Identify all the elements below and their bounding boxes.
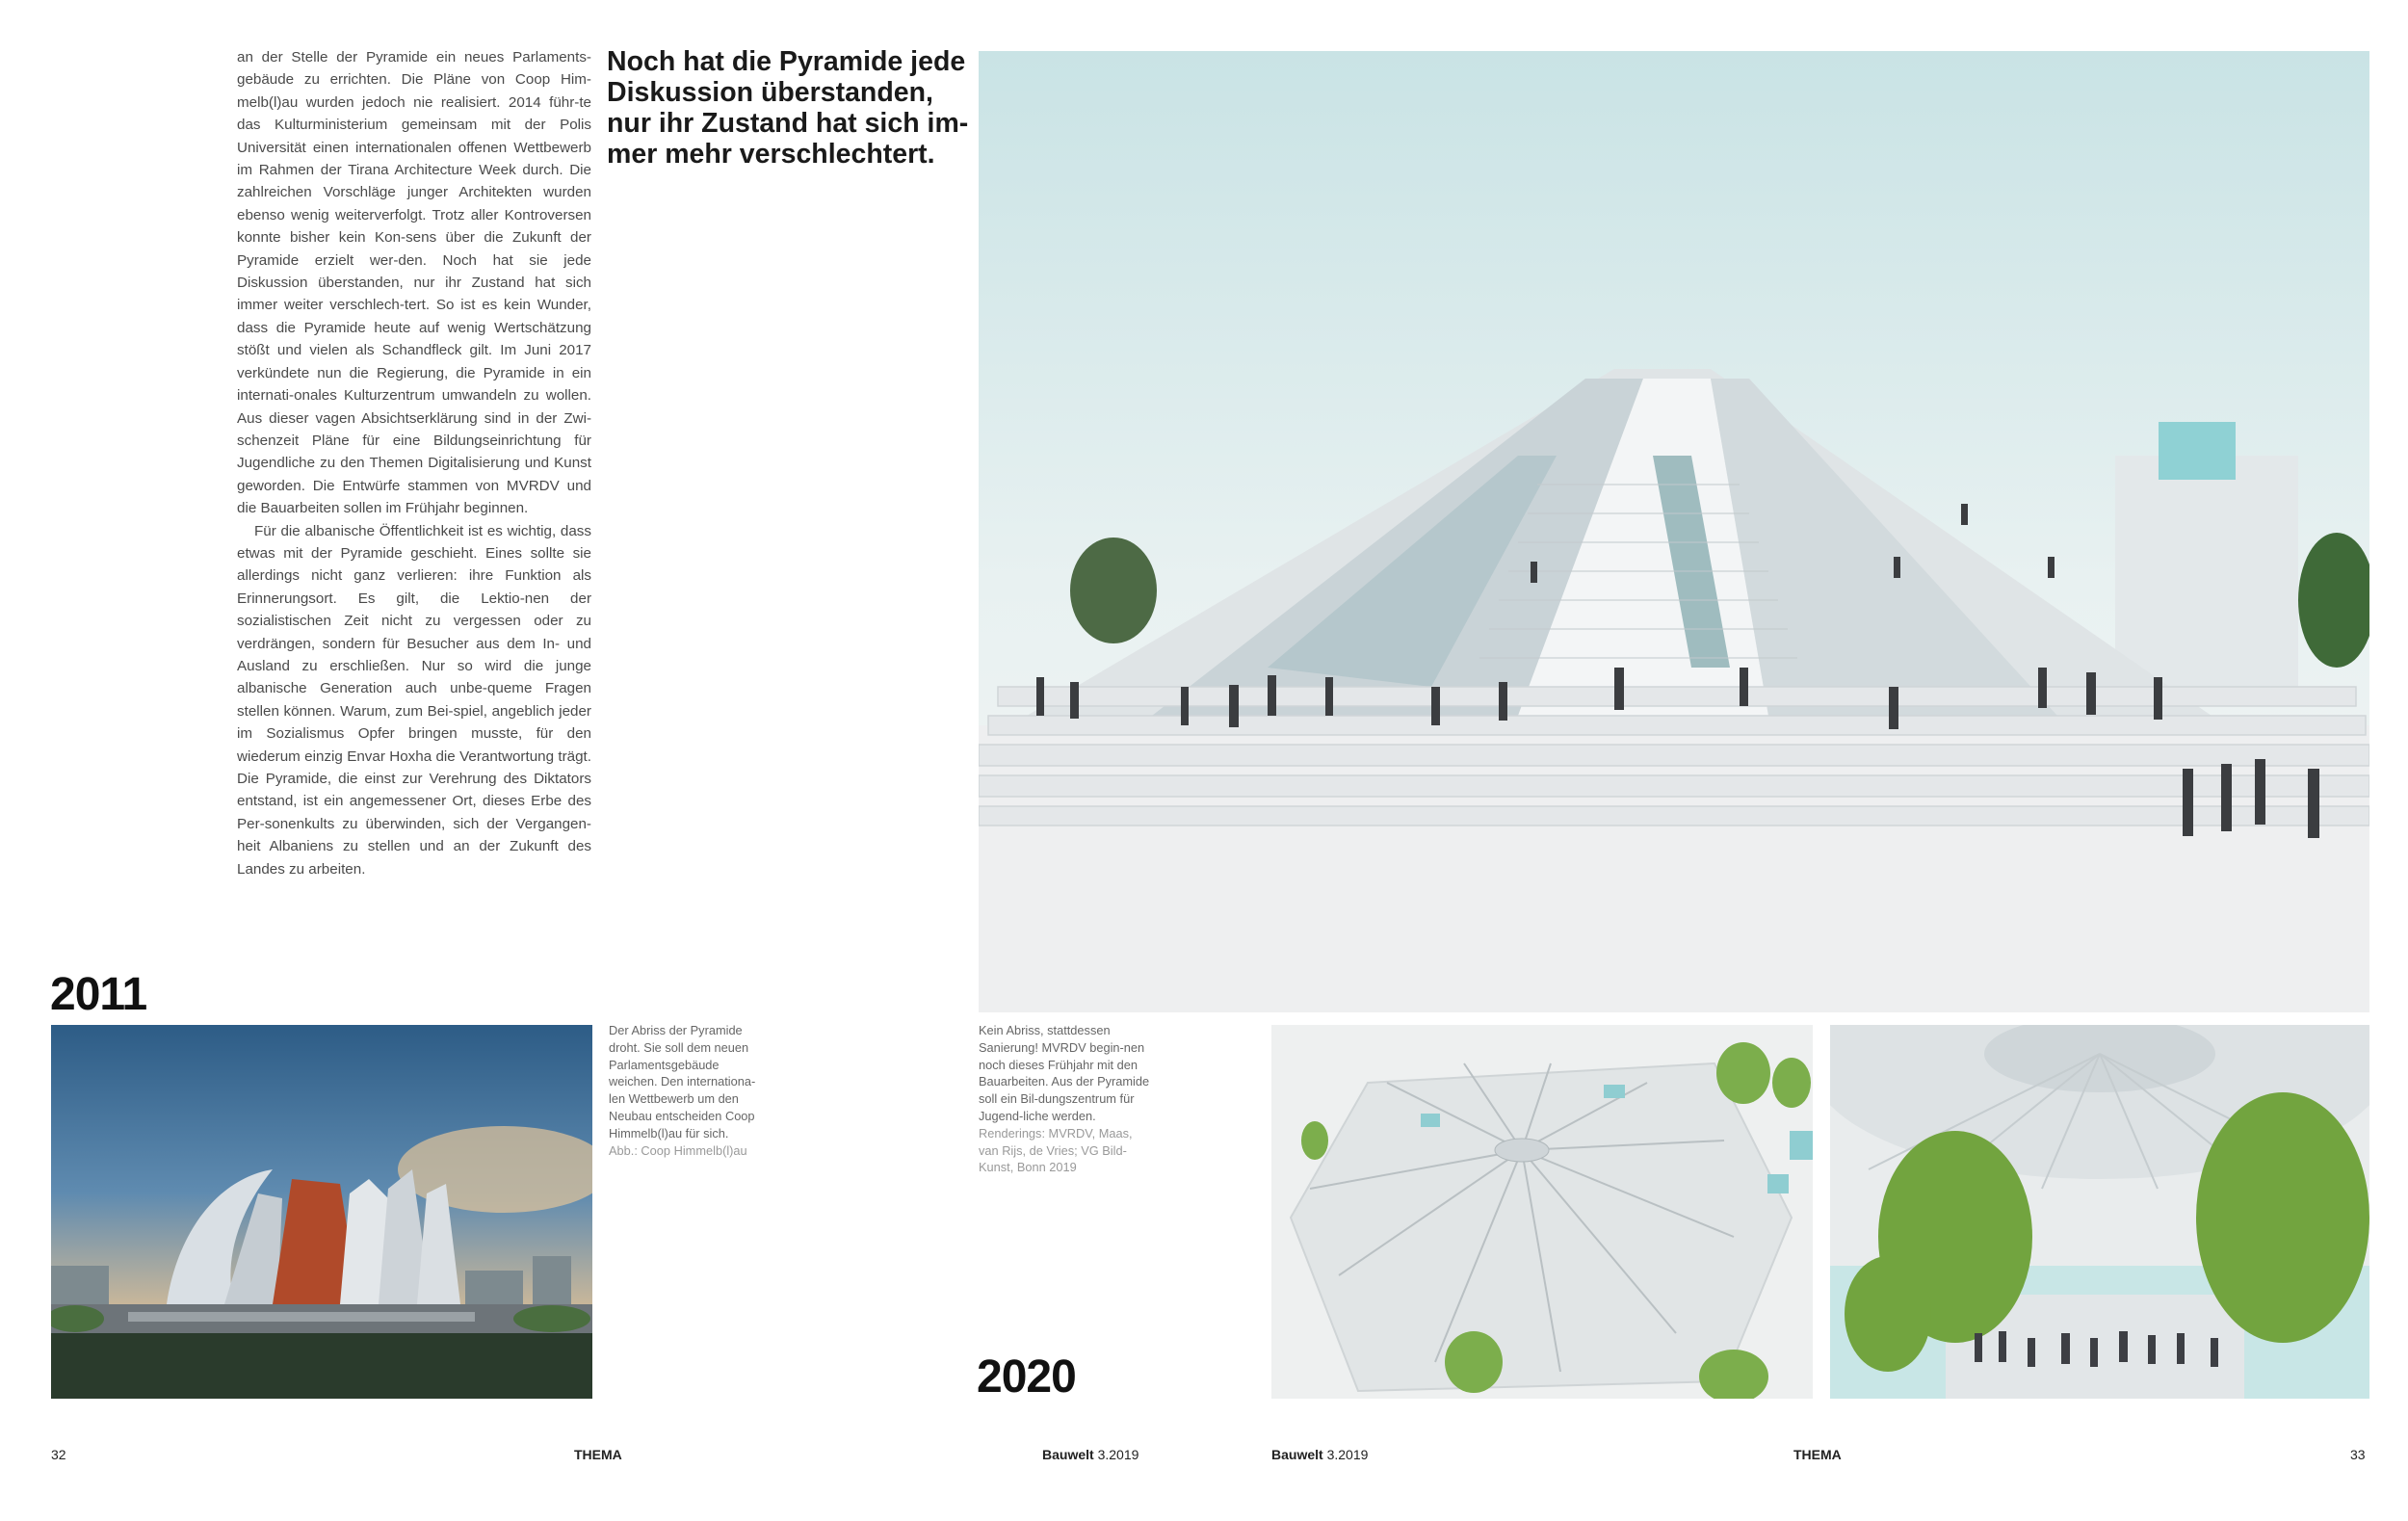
footer-magazine-left-issue: 3.2019 [1097,1447,1139,1462]
caption-2011 [609,1022,771,1159]
body-text [237,46,591,880]
pull-quote: Noch hat die Pyramide jede Diskussion überstanden, nur ihr Zustand hat sich im-mer mehr verschlechtert. [607,46,969,170]
footer-section-right [1793,1447,1842,1462]
year-label-2011: 2011 [50,969,147,1020]
footer-magazine-left-name: Bauwelt [1042,1447,1094,1462]
caption-2020-credit: Renderings: MVRDV, Maas, van Rijs, de Vries; VG Bild-Kunst, Bonn 2019 [979,1125,1133,1175]
footer-magazine-right-name: Bauwelt [1271,1447,1323,1462]
coop-himmelblau-rendering-image [51,1025,592,1399]
footer-page-number-left: 32 [51,1447,66,1462]
body-paragraph-1: an der Stelle der Pyramide ein neues Parlaments-gebäude zu errichten. Die Pläne von Coop Him-melb(l)au wurden jedoch nie realisiert. 2014 führ-te das Kulturministerium gemeinsam mit der Polis Universität einen internationalen offenen Wettbewerb im Rahmen der Tirana Architecture Week durch. Die zahlreichen Vorschläge junger Architekten wurden ebenso wenig weiterverfolgt. Trotz aller Kontroversen konnte bisher kein Kon-sens über die Zukunft der Pyramide erzielt wer-den. Noch hat sie jede Diskussion überstanden, nur ihr Zustand hat sich immer weiter verschlech-tert. So ist es kein Wunder, dass die Pyramide heute auf wenig Wertschätzung stößt und vielen als Schandfleck gilt. Im Juni 2017 verkündete nun die Regierung, die Pyramide in ein internati-onales Kulturzentrum umwandeln zu wollen. Aus dieser vagen Absichtserklärung sind in der Zwi-schenzeit Pläne für eine Bildungseinrichtung für Jugendliche zu den Themen Digitalisierung und Kunst geworden. Die Entwürfe stammen von MVRDV und die Bauarbeiten sollen im Frühjahr beginnen. [237,49,591,517]
caption-2011-credit: Abb.: Coop Himmelb(l)au [609,1142,747,1158]
year-label-2020: 2020 [977,1351,1076,1403]
footer-section-left [574,1447,622,1462]
interior-rendering-image [1830,1025,2369,1399]
caption-2011-text: Der Abriss der Pyramide droht. Sie soll dem neuen Parlamentsgebäude weichen. Den internationa-len Wettbewerb um den Neubau entscheiden Coop Himmelb(l)au für sich. [609,1023,756,1141]
footer-magazine-left [1042,1447,1139,1462]
footer-section-right-label: THEMA [1793,1447,1842,1462]
aerial-rendering-image [1271,1025,1813,1399]
hero-image-pyramid-rendering [979,51,2369,1012]
footer-section-left-label: THEMA [574,1447,622,1462]
footer-magazine-right [1271,1447,1368,1462]
footer-magazine-right-issue: 3.2019 [1326,1447,1369,1462]
footer-page-number-right: 33 [2350,1447,2366,1462]
caption-2020 [979,1022,1154,1176]
caption-2020-text: Kein Abriss, stattdessen Sanierung! MVRDV begin-nen noch dieses Frühjahr mit den Bauarbeiten. Aus der Pyramide soll ein Bil-dungszentrum für Jugend-liche werden. [979,1023,1150,1123]
body-paragraph-2: Für die albanische Öffentlichkeit ist es wichtig, dass etwas mit der Pyramide geschieht. Eines sollte sie allerdings nicht ganz verlieren: ihre Funktion als Erinnerungsort. Es gilt, die Lektio-nen der sozialistischen Zeit nicht zu vergessen oder zu verdrängen, sondern für Besucher aus dem In- und Ausland zu erschließen. Nur so wird die junge albanische Generation auch unbe-queme Fragen stellen können. Warum, zum Bei-spiel, angeblich jeder im Sozialismus Opfer bringen musste, für den wiederum einzig Envar Hoxha die Verantwortung trägt. Die Pyramide, die einst zur Verehrung des Diktators entstand, ist ein angemessener Ort, dieses Erbe des Per-sonenkults zu überwinden, sich der Vergangen-heit Albaniens zu stellen und an der Zukunft des Landes zu arbeiten. [237,522,591,878]
